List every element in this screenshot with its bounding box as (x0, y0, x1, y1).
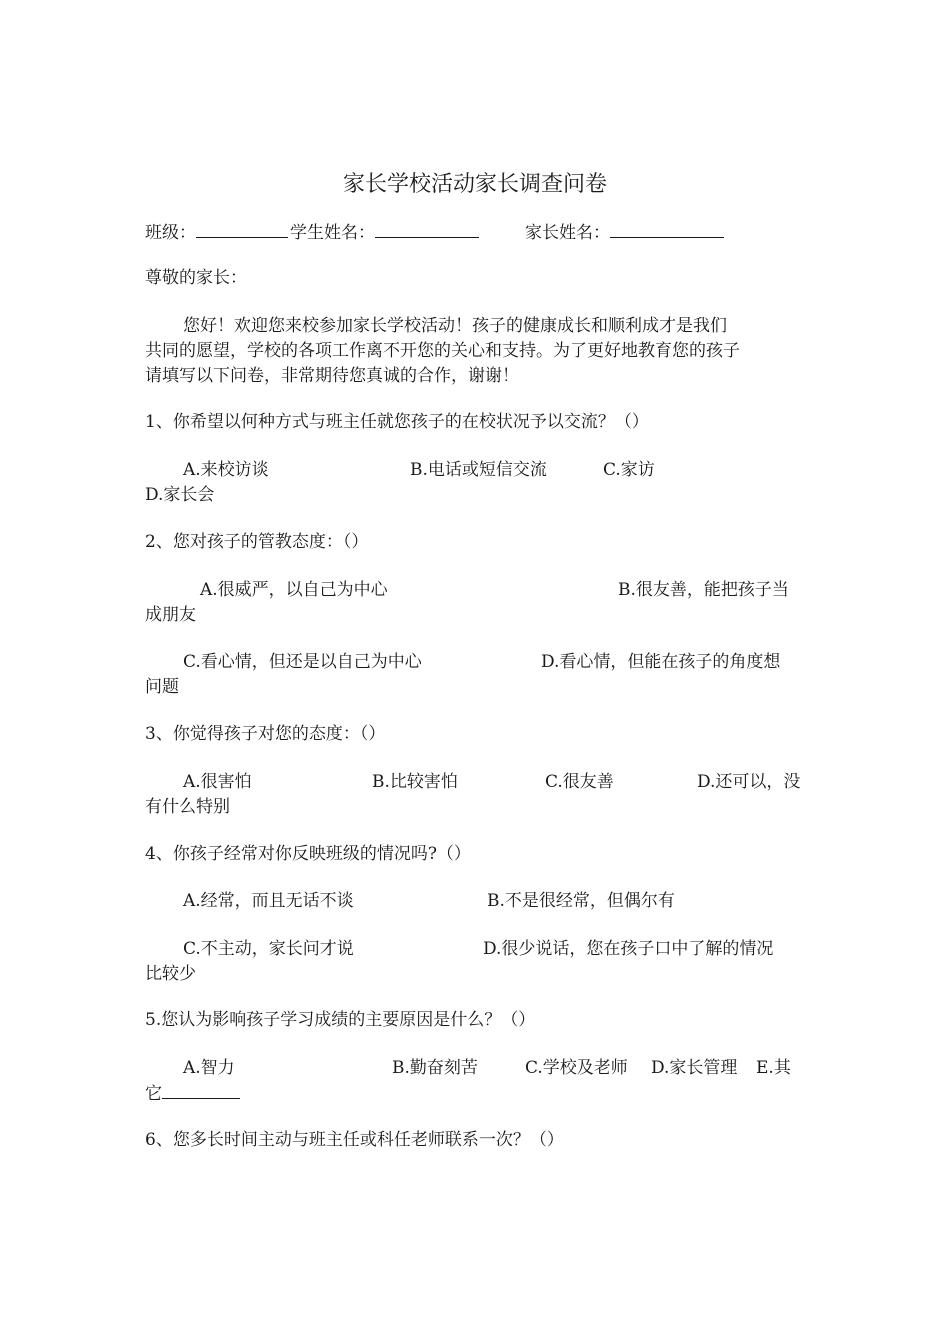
q5-option-e-cont (145, 1081, 240, 1107)
q2-option-b-cont: 成朋友 (145, 605, 196, 625)
q2-option-a[interactable]: A.很威严，以自己为中心 (200, 580, 388, 600)
salutation: 尊敬的家长： (145, 268, 247, 288)
intro-line-3: 请填写以下问卷，非常期待您真诚的合作，谢谢！ (145, 366, 519, 386)
q5-option-e-label: 它 (145, 1084, 162, 1104)
q5-option-e[interactable]: E.其 (756, 1058, 791, 1078)
q5-option-b[interactable]: B.勤奋刻苦 (392, 1058, 478, 1078)
q2-option-c[interactable]: C.看心情，但还是以自己为中心 (183, 652, 422, 672)
q5-other-blank[interactable] (162, 1081, 240, 1099)
q1-option-a[interactable]: A.来校访谈 (183, 460, 269, 480)
q2-option-d-cont: 问题 (145, 677, 179, 697)
question-1: 1、你希望以何种方式与班主任就您孩子的在校状况予以交流？（） (145, 412, 649, 432)
q3-option-d-cont: 有什么特别 (145, 797, 230, 817)
student-name-label: 学生姓名： (290, 223, 375, 243)
document-title: 家长学校活动家长调查问卷 (342, 172, 607, 197)
student-name-field (290, 220, 479, 246)
q1-option-d[interactable]: D.家长会 (145, 485, 215, 505)
parent-name-blank[interactable] (610, 220, 724, 238)
student-name-blank[interactable] (375, 220, 479, 238)
parent-name-label: 家长姓名： (525, 223, 610, 243)
q1-option-c[interactable]: C.家访 (603, 460, 655, 480)
question-2: 2、您对孩子的管教态度：（） (145, 532, 369, 552)
q3-option-a[interactable]: A.很害怕 (183, 772, 252, 792)
q5-option-a[interactable]: A.智力 (183, 1058, 235, 1078)
q4-option-d-cont: 比较少 (145, 964, 196, 984)
q3-option-d[interactable]: D.还可以，没 (697, 772, 801, 792)
q4-option-c[interactable]: C.不主动，家长问才说 (183, 939, 354, 959)
q1-option-b[interactable]: B.电话或短信交流 (410, 460, 547, 480)
question-4: 4、你孩子经常对你反映班级的情况吗?（） (145, 844, 471, 864)
q2-option-d[interactable]: D.看心情，但能在孩子的角度想 (541, 652, 781, 672)
q3-option-c[interactable]: C.很友善 (545, 772, 614, 792)
q2-option-b[interactable]: B.很友善，能把孩子当 (618, 580, 789, 600)
question-3: 3、你觉得孩子对您的态度：（） (145, 724, 386, 744)
question-6: 6、您多长时间主动与班主任或科任老师联系一次？（） (145, 1130, 564, 1150)
class-label: 班级： (145, 223, 196, 243)
question-5: 5.您认为影响孩子学习成绩的主要原因是什么？（） (145, 1010, 536, 1030)
q4-option-a[interactable]: A.经常，而且无话不谈 (183, 891, 354, 911)
class-field (145, 220, 288, 246)
intro-line-1: 您好！欢迎您来校参加家长学校活动！孩子的健康成长和顺利成才是我们 (183, 316, 727, 336)
q4-option-b[interactable]: B.不是很经常，但偶尔有 (487, 891, 675, 911)
q3-option-b[interactable]: B.比较害怕 (372, 772, 458, 792)
intro-line-2: 共同的愿望，学校的各项工作离不开您的关心和支持。为了更好地教育您的孩子 (145, 341, 740, 361)
class-blank[interactable] (196, 220, 288, 238)
parent-name-field (525, 220, 724, 246)
q5-option-c[interactable]: C.学校及老师 (525, 1058, 628, 1078)
q4-option-d[interactable]: D.很少说话，您在孩子口中了解的情况 (483, 939, 774, 959)
q5-option-d[interactable]: D.家长管理 (651, 1058, 738, 1078)
